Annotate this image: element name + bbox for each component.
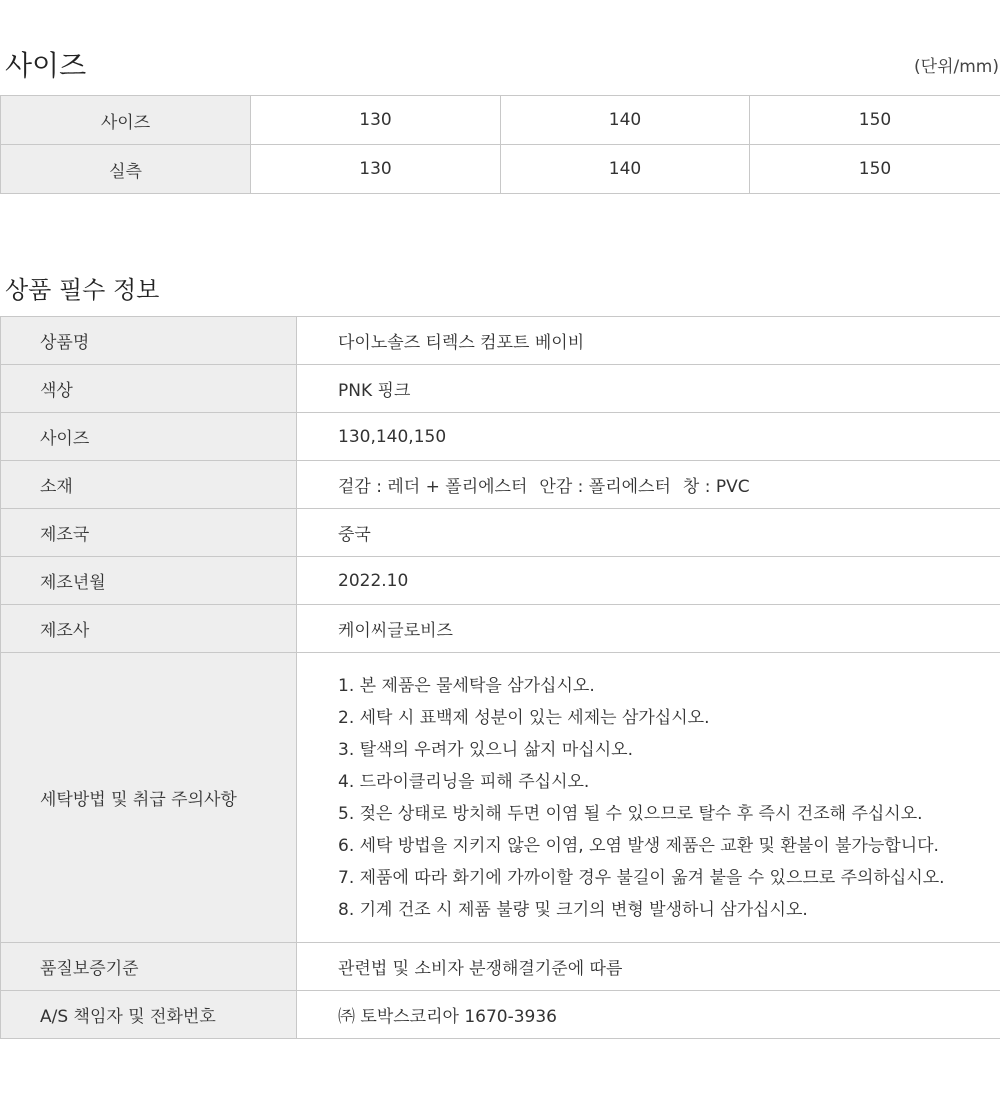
material-sole: 창 : PVC [682, 477, 750, 497]
info-value: 130,140,150 [297, 413, 1000, 461]
info-row-quality [1, 943, 1000, 991]
size-cell: 150 [750, 145, 1000, 194]
info-row-color [1, 365, 1000, 413]
care-instructions [297, 653, 1000, 943]
size-row-header: 사이즈 [1, 96, 251, 145]
info-row-material [1, 461, 1000, 509]
info-value: 2022.10 [297, 557, 1000, 605]
care-item: 4. 드라이클리닝을 피해 주십시오. [338, 771, 590, 792]
size-cell: 130 [251, 145, 501, 194]
size-row-header: 실측 [1, 145, 251, 194]
material-inner: 안감 : 폴리에스터 [539, 477, 671, 497]
info-label: 사이즈 [1, 413, 297, 461]
care-item: 5. 젖은 상태로 방치해 두면 이염 될 수 있으므로 탈수 후 즉시 건조해 주십시오. [338, 803, 923, 824]
info-label: 품질보증기준 [1, 943, 297, 991]
info-section-title: 상품 필수 정보 [5, 276, 160, 304]
info-label: 상품명 [1, 317, 297, 365]
size-table [0, 95, 1000, 194]
material-outer: 겉감 : 레더 + 폴리에스터 [338, 477, 528, 497]
size-section-title: 사이즈 [5, 49, 87, 82]
care-item: 1. 본 제품은 물세탁을 삼가십시오. [338, 675, 595, 696]
size-cell: 130 [251, 96, 501, 145]
size-row-nominal [1, 96, 1000, 145]
info-row-country [1, 509, 1000, 557]
care-item: 3. 탈색의 우려가 있으니 삶지 마십시오. [338, 739, 633, 760]
care-item: 8. 기계 건조 시 제품 불량 및 크기의 변형 발생하니 삼가십시오. [338, 899, 808, 920]
info-row-date [1, 557, 1000, 605]
care-list [338, 670, 1000, 926]
info-label: 세탁방법 및 취급 주의사항 [1, 653, 297, 943]
product-info-table [0, 316, 1000, 1039]
info-row-size [1, 413, 1000, 461]
care-item: 6. 세탁 방법을 지키지 않은 이염, 오염 발생 제품은 교환 및 환불이 불가능합니다. [338, 835, 939, 856]
info-row-maker [1, 605, 1000, 653]
info-label: A/S 책임자 및 전화번호 [1, 991, 297, 1039]
info-row-care [1, 653, 1000, 943]
size-cell: 140 [501, 96, 750, 145]
info-row-as [1, 991, 1000, 1039]
size-cell: 150 [750, 96, 1000, 145]
info-label: 소재 [1, 461, 297, 509]
info-label: 제조년월 [1, 557, 297, 605]
info-value: 케이씨글로비즈 [297, 605, 1000, 653]
care-item: 7. 제품에 따라 화기에 가까이할 경우 불길이 옮겨 붙을 수 있으므로 주의하십시오. [338, 867, 945, 888]
info-label: 색상 [1, 365, 297, 413]
size-row-actual [1, 145, 1000, 194]
size-section-header [0, 46, 1000, 86]
info-label: 제조사 [1, 605, 297, 653]
info-label: 제조국 [1, 509, 297, 557]
info-value: 중국 [297, 509, 1000, 557]
unit-label: (단위/mm) [914, 57, 999, 77]
info-value: 다이노솔즈 티렉스 컴포트 베이비 [297, 317, 1000, 365]
info-value [297, 461, 1000, 509]
size-cell: 140 [501, 145, 750, 194]
care-item: 2. 세탁 시 표백제 성분이 있는 세제는 삼가십시오. [338, 707, 710, 728]
info-value: 관련법 및 소비자 분쟁해결기준에 따름 [297, 943, 1000, 991]
info-value: ㈜ 토박스코리아 1670-3936 [297, 991, 1000, 1039]
info-row-product-name [1, 317, 1000, 365]
info-value: PNK 핑크 [297, 365, 1000, 413]
